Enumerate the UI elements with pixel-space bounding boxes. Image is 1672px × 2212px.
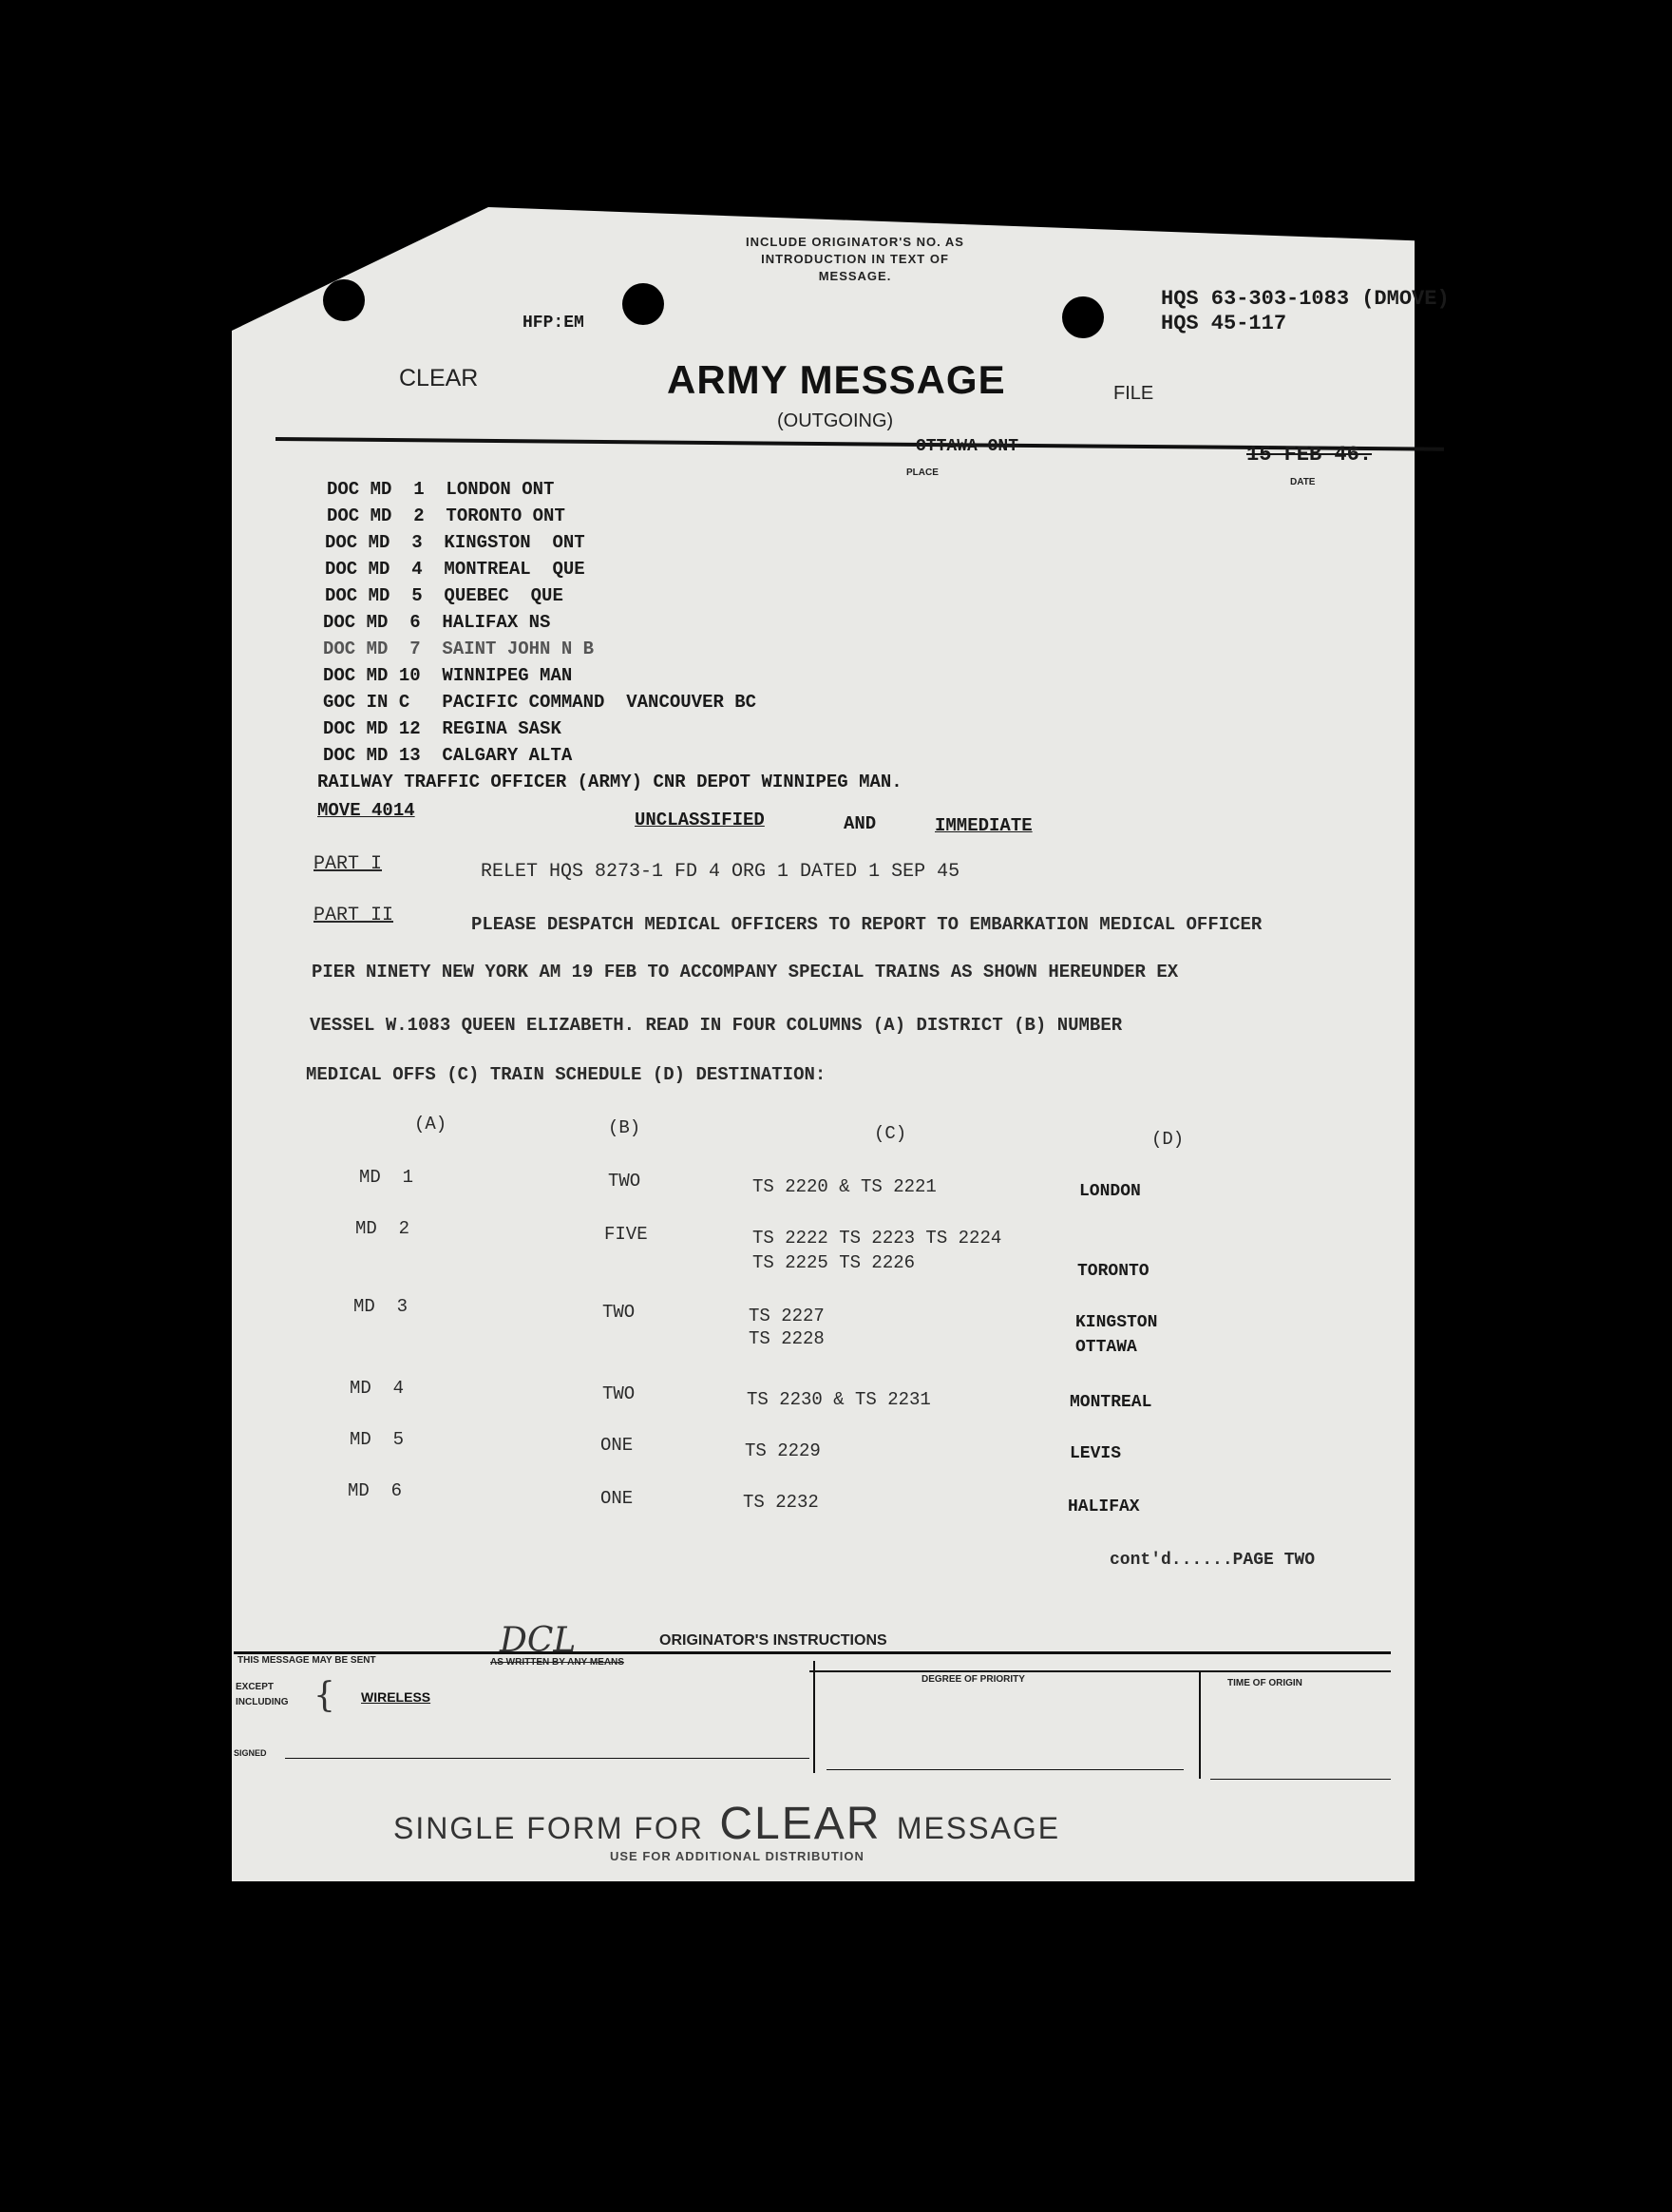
cell-destination: LEVIS <box>1070 1444 1122 1463</box>
cell-destination: KINGSTON <box>1075 1313 1158 1332</box>
punch-hole-left <box>323 279 365 321</box>
cell-train: TS 2220 & TS 2221 <box>752 1176 937 1197</box>
priority: IMMEDIATE <box>935 815 1033 836</box>
addressee-line: DOC MD 4 MONTREAL QUE <box>325 559 585 580</box>
ref-hqs-2: HQS 45-117 <box>1161 312 1287 335</box>
addressee-line: DOC MD 7 SAINT JOHN N B <box>323 639 595 659</box>
cell-number: TWO <box>602 1302 636 1323</box>
addressee-line: DOC MD 12 REGINA SASK <box>323 718 561 739</box>
place-value: OTTAWA ONT <box>916 437 1019 456</box>
degree-priority-label: DEGREE OF PRIORITY <box>922 1674 1025 1685</box>
col-header-a: (A) <box>414 1114 447 1135</box>
time-line <box>1210 1779 1391 1780</box>
footer-rule-top <box>234 1651 1391 1654</box>
continued-note: cont'd......PAGE TWO <box>1110 1551 1316 1570</box>
classification: UNCLASSIFIED <box>635 810 765 830</box>
signed-line <box>285 1758 809 1759</box>
cell-train: TS 2230 & TS 2231 <box>747 1389 931 1410</box>
cell-district: MD 1 <box>359 1167 414 1188</box>
form-footer-subtitle: USE FOR ADDITIONAL DISTRIBUTION <box>610 1849 864 1863</box>
addressee-line: DOC MD 10 WINNIPEG MAN <box>323 665 573 686</box>
cell-number: TWO <box>608 1171 641 1192</box>
ref-hqs-1: HQS 63-303-1083 (DMOVE) <box>1161 287 1450 311</box>
addressee-line: DOC MD 6 HALIFAX NS <box>323 612 551 633</box>
clear-label: CLEAR <box>399 365 479 391</box>
form-footer-title: SINGLE FORM FOR CLEAR MESSAGE <box>393 1799 1061 1849</box>
include-note: INCLUDE ORIGINATOR'S NO. AS INTRODUCTION IN TEXT OF MESSAGE. <box>746 235 964 283</box>
message-form-paper <box>232 207 1415 1881</box>
addressee-line: DOC MD 1 LONDON ONT <box>327 479 555 500</box>
col-header-d: (D) <box>1151 1129 1185 1150</box>
addressee-list <box>317 479 902 798</box>
cell-number: FIVE <box>604 1224 648 1245</box>
originator-initials: HFP:EM <box>522 314 584 333</box>
place-label: PLACE <box>906 467 939 478</box>
addressee-line: DOC MD 5 QUEBEC QUE <box>325 585 563 606</box>
brace: { <box>314 1676 335 1715</box>
part2-line4: MEDICAL OFFS (C) TRAIN SCHEDULE (D) DESTINATION: <box>306 1064 826 1085</box>
col-header-b: (B) <box>608 1117 641 1138</box>
originator-instructions-title: ORIGINATOR'S INSTRUCTIONS <box>659 1632 887 1649</box>
footer-divider-1 <box>813 1661 815 1773</box>
move-number: MOVE 4014 <box>317 800 415 821</box>
cell-destination: TORONTO <box>1077 1262 1150 1281</box>
cell-district: MD 6 <box>348 1480 403 1501</box>
cell-train: TS 2227 <box>749 1306 825 1326</box>
punch-hole-right <box>1062 296 1104 338</box>
punch-hole-center <box>622 283 664 325</box>
form-title: ARMY MESSAGE <box>667 357 1006 402</box>
cell-train-2: TS 2225 TS 2226 <box>752 1252 916 1273</box>
except-label: EXCEPT <box>236 1682 275 1692</box>
part2-line3: VESSEL W.1083 QUEEN ELIZABETH. READ IN FOUR COLUMNS (A) DISTRICT (B) NUMBER <box>310 1015 1123 1036</box>
cell-train: TS 2232 <box>743 1492 819 1513</box>
cell-number: TWO <box>602 1383 636 1404</box>
cell-train: TS 2222 TS 2223 TS 2224 <box>752 1228 1002 1249</box>
col-header-c: (C) <box>874 1123 907 1144</box>
date-label: DATE <box>1290 477 1316 487</box>
addressee-line: GOC IN C PACIFIC COMMAND VANCOUVER BC <box>323 692 757 713</box>
move-and: AND <box>844 813 877 834</box>
outgoing-label: (OUTGOING) <box>777 410 894 431</box>
addressee-line: DOC MD 2 TORONTO ONT <box>327 505 565 526</box>
handwritten-initials: DCL <box>500 1621 577 1660</box>
cell-destination: LONDON <box>1079 1182 1141 1201</box>
cell-destination: MONTREAL <box>1070 1393 1152 1412</box>
cell-district: MD 3 <box>353 1296 408 1317</box>
cell-train-2: TS 2228 <box>749 1328 825 1349</box>
part2-label: PART II <box>314 905 394 926</box>
cell-destination: HALIFAX <box>1068 1497 1140 1516</box>
part2-line1: PLEASE DESPATCH MEDICAL OFFICERS TO REPORT TO EMBARKATION MEDICAL OFFICER <box>471 914 1263 935</box>
may-be-sent-label: THIS MESSAGE MAY BE SENT <box>238 1655 376 1666</box>
cell-district: MD 4 <box>350 1378 405 1399</box>
file-label: FILE <box>1113 383 1154 404</box>
part2-line2: PIER NINETY NEW YORK AM 19 FEB TO ACCOMPANY SPECIAL TRAINS AS SHOWN HEREUNDER EX <box>312 962 1179 982</box>
cell-train: TS 2229 <box>745 1440 821 1461</box>
signed-label: SIGNED <box>234 1748 267 1758</box>
footer-rule-second <box>809 1670 1391 1672</box>
part1-label: PART I <box>314 853 383 875</box>
including-label: INCLUDING <box>236 1697 289 1707</box>
cell-destination-2: OTTAWA <box>1075 1338 1137 1357</box>
time-origin-label: TIME OF ORIGIN <box>1227 1678 1302 1688</box>
priority-line <box>826 1769 1184 1770</box>
cell-district: MD 5 <box>350 1429 405 1450</box>
wireless-label: WIRELESS <box>361 1689 431 1705</box>
footer-divider-2 <box>1199 1670 1201 1779</box>
as-written-label: AS WRITTEN BY ANY MEANS <box>490 1657 624 1668</box>
addressee-line: DOC MD 3 KINGSTON ONT <box>325 532 585 553</box>
cell-number: ONE <box>600 1488 634 1509</box>
cell-district: MD 2 <box>355 1218 410 1239</box>
cell-number: ONE <box>600 1435 634 1456</box>
date-value: 15 FEB 46. <box>1246 443 1373 467</box>
addressee-line: DOC MD 13 CALGARY ALTA <box>323 745 573 766</box>
addressee-line: RAILWAY TRAFFIC OFFICER (ARMY) CNR DEPOT WINNIPEG MAN. <box>317 772 902 792</box>
part1-text: RELET HQS 8273-1 FD 4 ORG 1 DATED 1 SEP 45 <box>481 861 960 883</box>
